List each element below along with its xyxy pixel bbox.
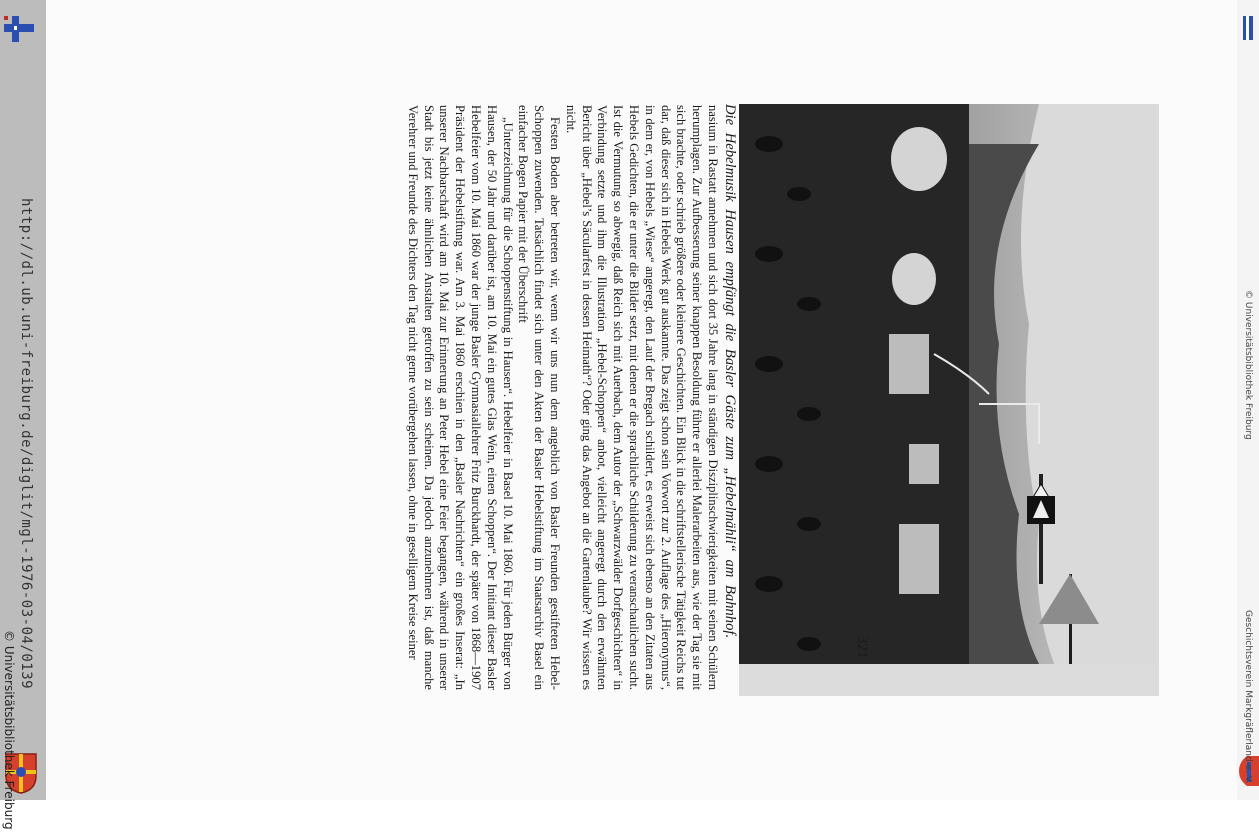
page-number: 321 (854, 636, 870, 659)
flag-logo-icon (4, 16, 34, 42)
paragraph: Festen Boden aber betreten wir, wenn wir uns nun dem angeblich von Basler Freunden gestifteten Hebel-Schoppen zuwenden. Tatsächlich findet sich unter den Akten der Basler Hebelstiftung im Staatsarchiv Basel ein einfacher Bogen Papier mit der Überschrift (516, 105, 563, 690)
paragraph: „Unterzeichnung für die Schoppenstiftung in Hausen“. Hebelfeier in Basel 10. Mai 1860. Für jeden Bürger von Hausen, der 50 Jahr und darüber ist, am 10. Mai ein gutes Glas Wein, einen Schoppen“. Der Initiant dieser Basler Hebelfeier vom 10. Mai 1860 war der junge Basler Gymnasiallehrer Fritz Burckhardt, der später von 1868—1907 Präsident der Hebelstiftung war. Am 3. Mai 1860 erschien in den „Basler Nachrichten“ ein großes Inserat: „In unserer Nachbarschaft wird am 10. Mai zur Erinnerung an Peter Hebel eine Feier begangen, während in unserer Stadt bis jetzt keine ähnlichen Anstalten getroffen zu sein scheinen. Da jedoch anzunehmen ist, daß manche Verehrer und Freunde des Dichters den Tag nicht gerne vorübergehen lassen, ohne in geselligem Kreise seiner (405, 105, 515, 690)
band-photo (739, 104, 1159, 696)
copyright-text: © Universitätsbibliothek Freiburg (2, 630, 16, 830)
article-body (404, 105, 720, 690)
paragraph: nasium in Rastatt annehmen und sich dort 35 Jahre lang in ständigen Disziplinschwierigkeiten mit seinen Schülern herumplagen. Zur Aufbesserung seiner knappen Besoldung führte er allerlei Malerarbeiten aus, wie der Tag sie mit sich brachte, oder schrieb größere oder kleinere Geschichten. Ein Blick in die schriftstellerische Tätigkeit Reichs tut dar, daß dieser sich in Hebels Werk gut auskannte. Das zeigt schon sein Vorwort zur 2. Auflage des „Hieronymus“, in dem er, von Hebels „Wiese“ angeregt, den Lauf der Bregach schildert, es erweist sich ebenso an den Zitaten aus Hebels Gedichten, die er unter die Bilder setzt, mit denen er die sprachliche Schilderung zu veranschaulichen sucht. Ist die Vermutung so abwegig, daß Reich sich mit Auerbach, dem Autor der „Schwarzwälder Dorfgeschichten“ in Verbindung setzte und ihm die Illustration „Hebel-Schoppen“ anbot, vielleicht angeregt durch den erwähnten Bericht über „Hebel’s Säcularfest in dessen Heimath“? Oder ging das Angebot an die Gartenlaube? Wir wissen es nicht. (563, 105, 720, 690)
right-edge-text-2: Geschichtsverein Markgräflerland e. V. (1243, 610, 1253, 784)
document-url[interactable]: http://dl.ub.uni-freiburg.de/diglit/mgl-1976-03-04/0139 (18, 198, 34, 690)
right-edge-text: © Universitätsbibliothek Freiburg (1243, 290, 1253, 440)
photo-caption: Die Hebelmusik Hausen empfängt die Basler Gäste zum „Hebelmähli“ am Bahnhof. (722, 104, 738, 639)
flag-logo-icon (1243, 16, 1253, 40)
